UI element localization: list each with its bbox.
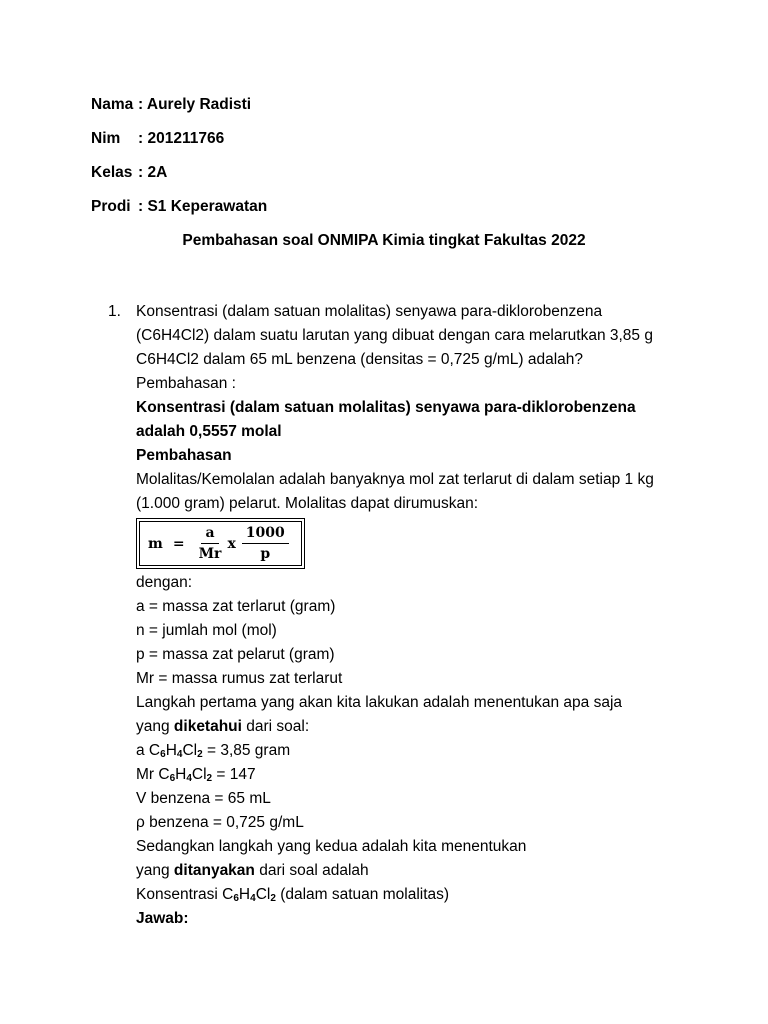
nama-row [91,96,251,114]
question-line-3: C6H4Cl2 dalam 65 mL benzena (densitas = 0,725 g/mL) adalah? [136,351,584,368]
formula-box [139,521,302,566]
pembahasan-heading: Pembahasan [136,447,232,464]
sub-4: 4 [176,749,183,760]
formula-lhs: m [148,535,163,552]
step1-line-2 [136,715,696,739]
sub-6: 6 [169,773,176,784]
question-line-2: (C6H4Cl2) dalam suatu larutan yang dibuat dengan cara melarutkan 3,85 g [136,327,653,344]
step1-post: dari soal: [241,718,310,735]
given-volume: V benzena = 65 mL [136,790,271,807]
answer-line-2: adalah 0,5557 molal [136,423,282,440]
given-a [136,739,696,763]
molality-formula [136,518,305,569]
step2-pre: yang [136,862,174,879]
step1-line-1: Langkah pertama yang akan kita lakukan adalah menentukan apa saja [136,694,623,711]
el-h: H [238,886,251,903]
dengan-label: dengan: [136,574,193,591]
kelas-label: Kelas [91,164,133,181]
asked-pre: Konsentrasi C [136,886,234,903]
sub-4: 4 [186,773,192,784]
given-mr [136,763,696,787]
prodi-label: Prodi [91,198,131,215]
jawab-label: Jawab: [136,910,189,927]
formula-times: x [227,535,236,552]
sub-6: 6 [233,893,239,904]
step1-bold: diketahui [173,718,242,735]
step2-post: dari soal adalah [254,862,369,879]
page-title: Pembahasan soal ONMIPA Kimia tingkat Fakultas 2022 [182,232,586,249]
question-line-1: Konsentrasi (dalam satuan molalitas) senyawa para-diklorobenzena [136,303,603,320]
formula-numerator-1000: 1000 [242,525,289,544]
sub-2: 2 [206,773,213,784]
nama-label: Nama [91,96,134,113]
step1-pre: yang [136,718,174,735]
el-cl: Cl [182,742,198,759]
el-cl: Cl [255,886,271,903]
formula-fraction-1000-p [242,525,289,562]
el-h: H [175,766,187,783]
pembahasan-label: Pembahasan : [136,375,236,392]
variable-mr: Mr = massa rumus zat terlarut [136,670,343,687]
question-body [136,300,696,931]
asked-post: (dalam satuan molalitas) [275,886,450,903]
given-a-pre: a C [136,742,161,759]
el-h: H [165,742,177,759]
el-cl: Cl [191,766,207,783]
given-mr-post: = 147 [212,766,256,783]
variable-a: a = massa zat terlarut (gram) [136,598,336,615]
formula-denominator-p: p [260,546,271,562]
answer-line-1: Konsentrasi (dalam satuan molalitas) senyawa para-diklorobenzena [136,399,636,416]
formula-numerator-a: a [201,525,218,544]
sub-6: 6 [160,749,166,760]
given-a-post: = 3,85 gram [202,742,291,759]
prodi-row [91,198,267,216]
variable-n: n = jumlah mol (mol) [136,622,277,639]
nim-value: : 201211766 [138,130,225,147]
nim-label: Nim [91,130,121,147]
formula-fraction-a-mr [199,525,222,562]
given-mr-pre: Mr C [136,766,170,783]
step2-line-1: Sedangkan langkah yang kedua adalah kita menentukan [136,838,527,855]
question-number: 1. [108,303,121,320]
sub-2: 2 [197,749,203,760]
nim-row [91,130,224,148]
step2-line-2 [136,859,696,883]
definition-line-2: (1.000 gram) pelarut. Molalitas dapat dirumuskan: [136,495,479,512]
formula-denominator-mr: Mr [198,546,222,562]
prodi-value: : S1 Keperawatan [138,198,268,215]
step2-bold: ditanyakan [173,862,255,879]
asked [136,883,696,907]
sub-2: 2 [270,893,276,904]
formula-equals: = [172,535,185,552]
kelas-row [91,164,167,182]
nama-value: : Aurely Radisti [138,96,252,113]
definition-line-1: Molalitas/Kemolalan adalah banyaknya mol zat terlarut di dalam setiap 1 kg [136,471,654,488]
kelas-value: : 2A [138,164,168,181]
given-density: ρ benzena = 0,725 g/mL [136,814,304,831]
sub-4: 4 [250,893,256,904]
variable-p: p = massa zat pelarut (gram) [136,646,335,663]
